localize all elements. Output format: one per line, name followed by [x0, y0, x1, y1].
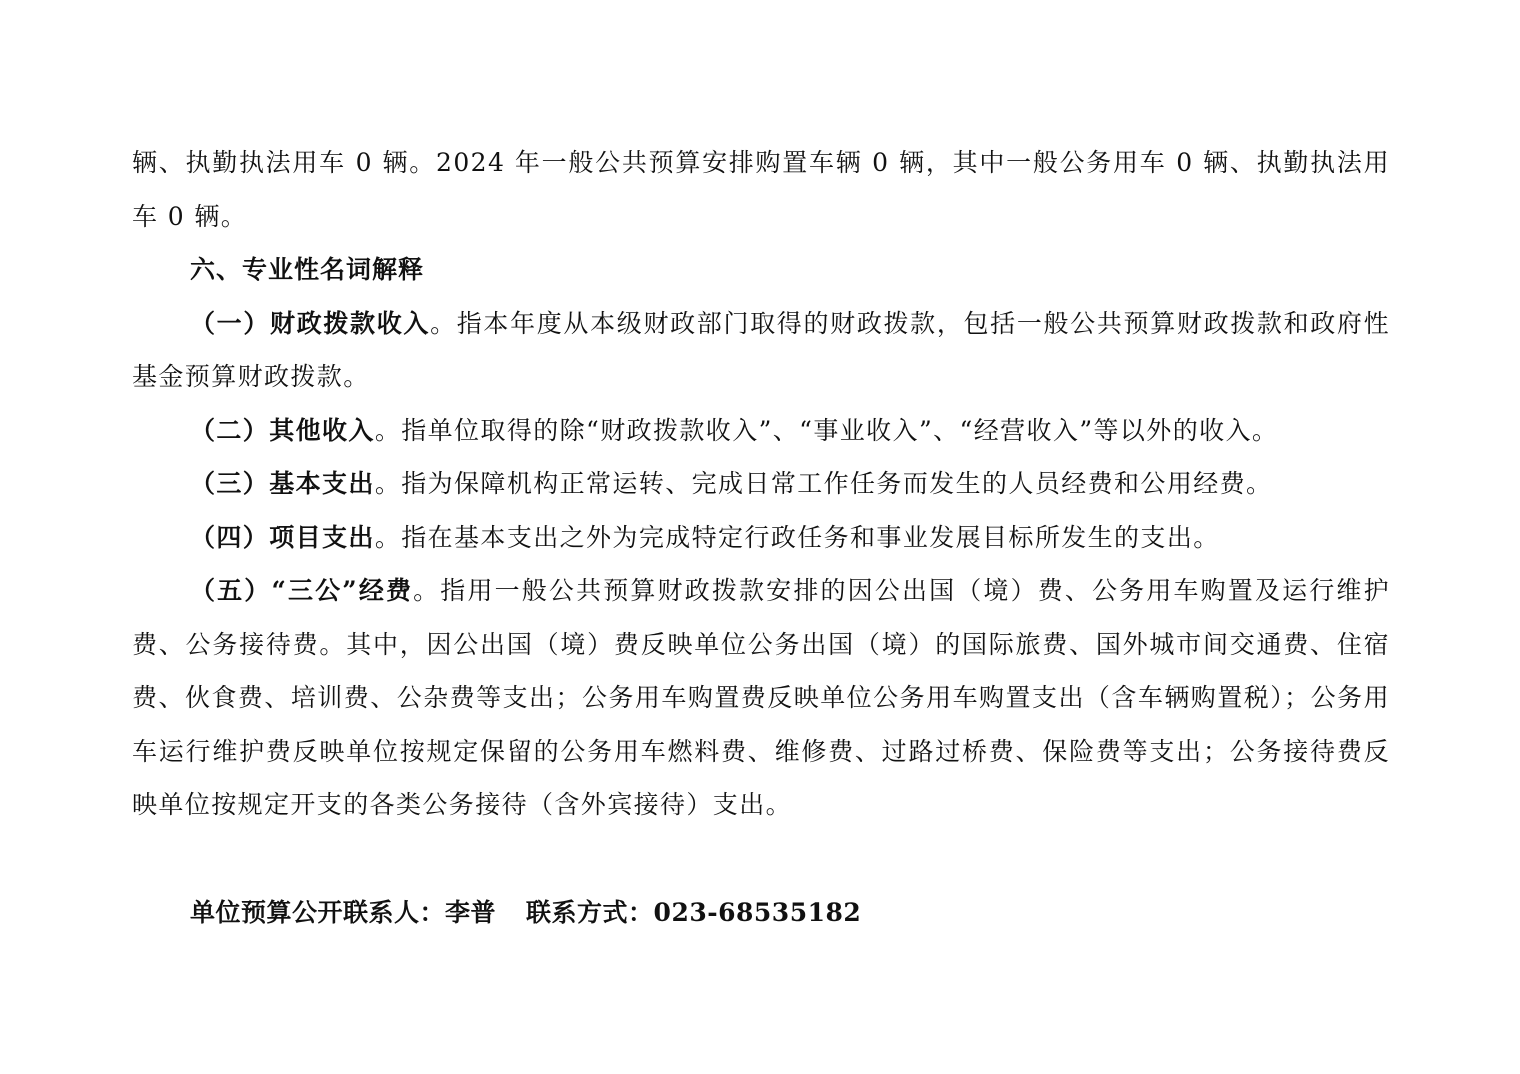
- definition-term-1: （一）财政拨款收入: [190, 308, 431, 338]
- definition-term-2: （二）其他收入: [190, 415, 375, 445]
- definition-text-3: 。指为保障机构正常运转、完成日常工作任务而发生的人员经费和公用经费。: [374, 469, 1273, 498]
- contact-phone-number: 023-68535182: [653, 898, 862, 927]
- contact-person-label: 单位预算公开联系人：: [190, 898, 446, 927]
- definition-paragraph-1: [132, 297, 1390, 404]
- definition-term-3: （三）基本支出: [190, 469, 375, 498]
- contact-person-name: 李普: [445, 898, 497, 927]
- contact-line: [190, 893, 861, 933]
- contact-phone-label: 联系方式：: [526, 898, 654, 927]
- definition-paragraph-3: [132, 457, 1390, 511]
- definition-text-4: 。指在基本支出之外为完成特定行政任务和事业发展目标所发生的支出。: [374, 522, 1220, 552]
- definition-text-1: 。指本年度从本级财政部门取得的财政拨款，包括一般公共预算财政拨款和政府性基金预算财政拨款。: [132, 308, 1390, 391]
- document-body: [132, 136, 1390, 832]
- definition-term-4: （四）项目支出: [190, 522, 375, 552]
- definition-paragraph-2: [132, 404, 1390, 458]
- section-heading: 六、专业性名词解释: [190, 255, 425, 284]
- definition-paragraph-4: [132, 511, 1390, 565]
- definition-text-2: 。指单位取得的除“财政拨款收入”、“事业收入”、“经营收入”等以外的收入。: [374, 415, 1279, 445]
- definition-paragraph-5: [132, 564, 1390, 832]
- definition-term-5: （五）“三公”经费: [190, 576, 414, 605]
- intro-paragraph: 辆、执勤执法用车 0 辆。2024 年一般公共预算安排购置车辆 0 辆，其中一般公务用车 0 辆、执勤执法用车 0 辆。: [132, 148, 1390, 231]
- definition-text-5: 。指用一般公共预算财政拨款安排的因公出国（境）费、公务用车购置及运行维护费、公务接待费。其中，因公出国（境）费反映单位公务出国（境）的国际旅费、国外城市间交通费、住宿费、伙食费、培训费、公杂费等支出；公务用车购置费反映单位公务用车购置支出（含车辆购置税）；公务用车运行维护费反映单位按规定保留的公务用车燃料费、维修费、过路过桥费、保险费等支出；公务接待费反映单位按规定开支的各类公务接待（含外宾接待）支出。: [132, 576, 1390, 819]
